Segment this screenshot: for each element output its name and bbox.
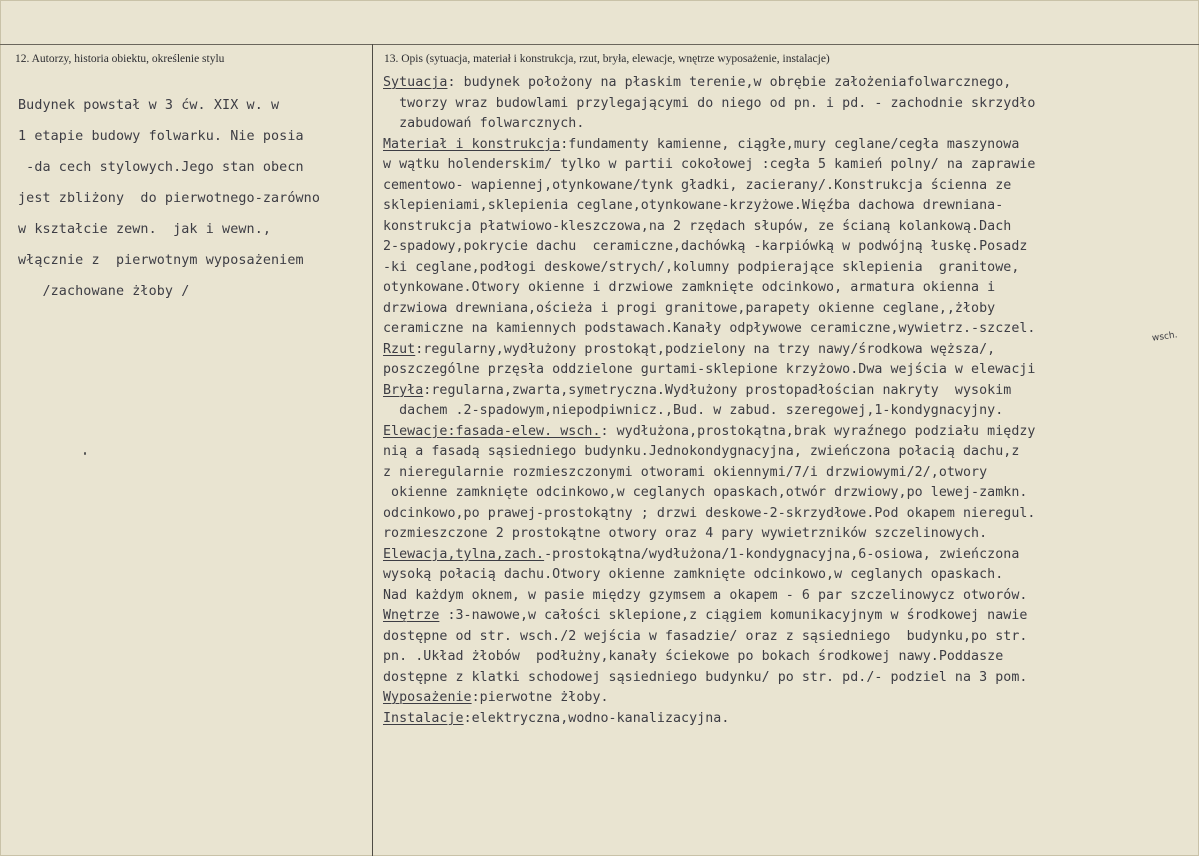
description-line	[383, 586, 1198, 607]
description-text-run: drzwiowa drewniana,ościeża i progi granitowe,parapety okienne ceglane,,żłoby	[383, 300, 996, 316]
history-line: włącznie z pierwotnym wyposażeniem	[18, 253, 304, 268]
description-line	[383, 299, 1198, 320]
description-text-run: nią a fasadą sąsiedniego budynku.Jednokondygnacyjna, zwieńczona połacią dachu,z	[383, 444, 1020, 459]
description-line	[383, 340, 1198, 361]
history-line: 1 etapie budowy folwarku. Nie posia	[18, 129, 304, 144]
description-text-run: poszczególne przęsła oddzielone gurtami-sklepione krzyżowo.Dwa wejścia w elewacji	[383, 362, 1036, 377]
description-line	[383, 545, 1198, 566]
description-text	[383, 73, 1198, 729]
description-text-run: :elektryczna,wodno-kanalizacyjna.	[463, 710, 730, 726]
description-text-run: ceramiczne na kamiennych podstawach.Kanały odpływowe ceramiczne,wywietrz.-szczel.	[383, 321, 1036, 336]
description-line	[383, 668, 1198, 689]
description-line	[383, 319, 1198, 340]
history-line: /zachowane żłoby /	[18, 284, 190, 299]
description-line	[383, 709, 1198, 730]
description-text-run: :fundamenty kamienne, ciągłe,mury ceglane/cegła maszynowa	[560, 136, 1020, 152]
section-12-header: 12. Autorzy, historia obiektu, określenie stylu	[15, 53, 225, 65]
description-line	[383, 135, 1198, 156]
section-keyword: Materiał i konstrukcja	[383, 136, 561, 152]
description-text-run: zabudowań folwarcznych.	[383, 116, 585, 131]
header-divider	[0, 44, 1199, 45]
description-line	[383, 258, 1198, 279]
description-line	[383, 114, 1198, 135]
section-keyword: Wyposażenie	[383, 690, 472, 705]
description-line	[383, 647, 1198, 668]
history-line: -da cech stylowych.Jego stan obecn	[18, 160, 304, 175]
description-line	[383, 237, 1198, 258]
handwritten-note: wsch.	[1151, 330, 1179, 344]
description-line	[383, 278, 1198, 299]
description-text-run: konstrukcja płatwiowo-kleszczowa,na 2 rzędach słupów, ze ścianą kolankową.Dach	[383, 218, 1012, 234]
description-line	[383, 155, 1198, 176]
description-text-run: -ki ceglane,podłogi deskowe/strych/,kolumny podpierające sklepienia granitowe,	[383, 259, 1020, 275]
description-text-run: cementowo- wapiennej,otynkowane/tynk gładki, zacierany/.Konstrukcja ścienna ze	[383, 177, 1012, 193]
description-text-run: Nad każdym oknem, w pasie między gzymsem a okapem - 6 par szczelinowycz otworów.	[383, 587, 1028, 603]
description-line	[383, 196, 1198, 217]
history-line: jest zbliżony do pierwotnego-zarówno	[18, 191, 320, 206]
description-line	[383, 381, 1198, 402]
description-line	[383, 688, 1198, 709]
description-line	[383, 524, 1198, 545]
section-keyword: Rzut	[383, 341, 416, 357]
description-text-run: sklepieniami,sklepienia ceglane,otynkowane-krzyżowe.Więźba dachowa drewniana-	[383, 198, 1004, 213]
description-text-run: dostępne z klatki schodowej sąsiedniego budynku/ po str. pd./- podziel na 3 pom.	[383, 669, 1028, 685]
description-line	[383, 565, 1198, 586]
description-text-run: 2-spadowy,pokrycie dachu ceramiczne,dachówką -karpiówką w podwójną łuskę.Posadz	[383, 239, 1028, 254]
description-line	[383, 463, 1198, 484]
description-line	[383, 483, 1198, 504]
description-text-run: dostępne od str. wsch./2 wejścia w fasadzie/ oraz z sąsiedniego budynku,po str.	[383, 628, 1028, 644]
section-keyword: Elewacje:fasada-elew. wsch.	[383, 423, 601, 439]
description-text-run: pn. .Układ żłobów podłużny,kanały ściekowe po bokach środkowej nawy.Poddasze	[383, 649, 1004, 664]
description-line	[383, 401, 1198, 422]
section-keyword: Bryła	[383, 382, 424, 398]
description-text-run: : budynek położony na płaskim terenie,w obrębie założeniafolwarcznego,	[447, 75, 1012, 90]
section-keyword: Elewacja,tylna,zach.	[383, 546, 545, 562]
description-text-run: :pierwotne żłoby.	[471, 690, 609, 705]
description-text-run: tworzy wraz budowlami przylegającymi do niego od pn. i pd. - zachodnie skrzydło	[383, 95, 1036, 111]
description-text-run: :regularny,wydłużony prostokąt,podzielony na trzy nawy/środkowa węższa/,	[415, 341, 996, 357]
history-text	[18, 90, 370, 307]
section-keyword: Sytuacja	[383, 75, 448, 90]
description-text-run: odcinkowo,po prawej-prostokątny ; drzwi deskowe-2-skrzydłowe.Pod okapem nieregul.	[383, 505, 1036, 521]
section-keyword: Instalacje	[383, 710, 464, 726]
description-line	[383, 627, 1198, 648]
description-text-run: :3-nawowe,w całości sklepione,z ciągiem komunikacyjnym w środkowej nawie	[439, 608, 1028, 623]
description-line	[383, 504, 1198, 525]
description-line	[383, 217, 1198, 238]
description-text-run: :regularna,zwarta,symetryczna.Wydłużony prostopadłościan nakryty wysokim	[423, 382, 1012, 398]
description-line	[383, 442, 1198, 463]
history-line: Budynek powstał w 3 ćw. XIX w. w	[18, 98, 280, 113]
section-keyword: Wnętrze	[383, 608, 440, 623]
description-text-run: w wątku holenderskim/ tylko w partii cokołowej :cegła 5 kamień polny/ na zaprawie	[383, 157, 1036, 172]
description-line	[383, 73, 1198, 94]
description-text-run: : wydłużona,prostokątna,brak wyraźnego podziału między	[600, 423, 1036, 439]
description-line	[383, 94, 1198, 115]
description-line	[383, 360, 1198, 381]
description-text-run: rozmieszczone 2 prostokątne otwory oraz 4 pary wywietrzników szczelinowych.	[383, 526, 988, 541]
ink-mark	[84, 452, 86, 455]
history-line: w kształcie zewn. jak i wewn.,	[18, 222, 272, 237]
description-line	[383, 176, 1198, 197]
description-text-run: dachem .2-spadowym,niepodpiwnicz.,Bud. w zabud. szeregowej,1-kondygnacyjny.	[383, 403, 1004, 418]
description-text-run: -prostokątna/wydłużona/1-kondygnacyjna,6-osiowa, zwieńczona	[544, 546, 1020, 562]
description-text-run: okienne zamknięte odcinkowo,w ceglanych opaskach,otwór drzwiowy,po lewej-zamkn.	[383, 485, 1028, 500]
section-13-header: 13. Opis (sytuacja, materiał i konstrukcja, rzut, bryła, elewacje, wnętrze wyposażenie, instalacje)	[384, 53, 830, 65]
column-divider	[372, 44, 373, 856]
description-line	[383, 606, 1198, 627]
description-text-run: otynkowane.Otwory okienne i drzwiowe zamknięte odcinkowo, armatura okienna i	[383, 280, 996, 295]
description-text-run: z nieregularnie rozmieszczonymi otworami okiennymi/7/i drzwiowymi/2/,otwory	[383, 464, 988, 480]
description-text-run: wysoką połacią dachu.Otwory okienne zamknięte odcinkowo,w ceglanych opaskach.	[383, 567, 1004, 582]
description-line	[383, 422, 1198, 443]
